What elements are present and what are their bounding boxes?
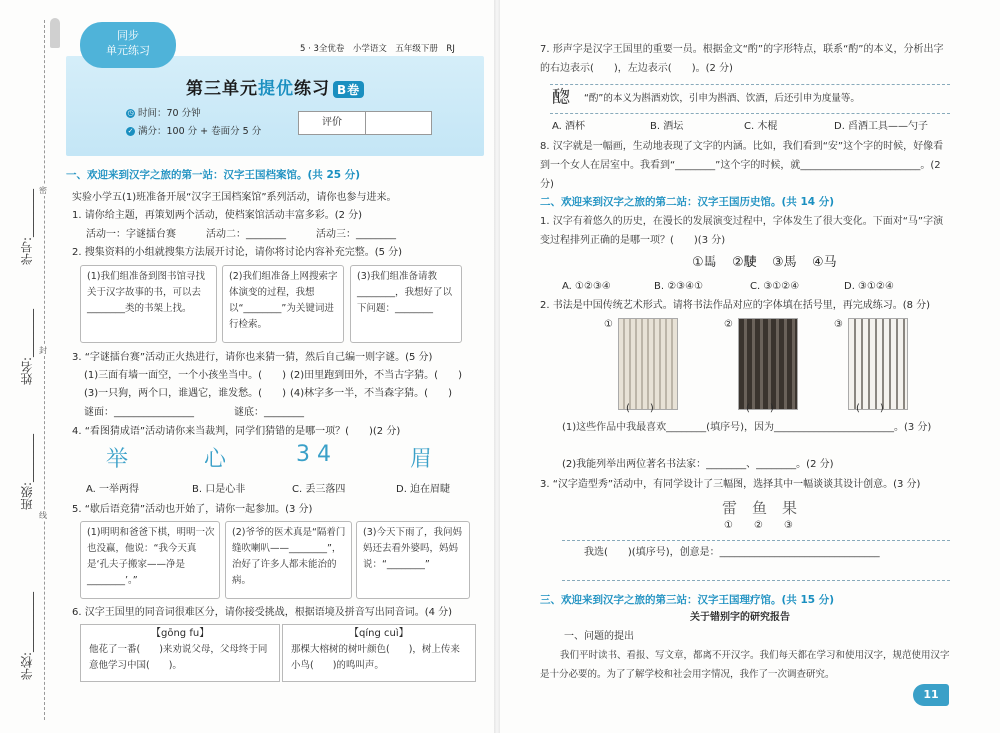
q7-divider-bottom xyxy=(550,113,950,114)
q2-box-3 xyxy=(350,265,462,343)
question-5: 5. “歇后语竞猜”活动也开始了，请你一起参加。(3 分) xyxy=(72,504,313,515)
section-1-intro: 实验小学五(1)班准备开展“汉字王国档案馆”系列活动，请你也参与进来。 xyxy=(72,192,397,203)
q5-box-2-text[interactable]: (2)爷爷的医术真是“隔着门缝吹喇叭——________”，治好了许多人都未能治的病。 xyxy=(232,527,346,586)
design-num-2: ② xyxy=(754,520,763,531)
class-field[interactable]: 班级:________ xyxy=(20,433,34,510)
cut-mark-3: 线 xyxy=(39,511,47,520)
q6-box-1 xyxy=(80,624,280,682)
series-info: 5 · 3全优卷 小学语文 五年级下册 RJ xyxy=(300,44,455,54)
page-title: 第三单元提优练习 B卷 xyxy=(186,74,364,99)
question-6: 6. 汉字王国里的同音词很难区分，请你接受挑战，根据语境及拼音写出同音词。(4 分) xyxy=(72,607,453,618)
calligraphy-image-1 xyxy=(618,318,678,410)
history-question-1: 1. 汉字有着悠久的历史，在漫长的发展演变过程中，字体发生了很大变化。下面对“马”字演变过程排列正确的是哪一项？( )(3 分) xyxy=(540,216,944,246)
q2-box-2 xyxy=(222,265,344,343)
question-4: 4. “看图猜成语”活动请你来当裁判，同学们猜错的是哪一项？( )(2 分) xyxy=(72,426,401,437)
section-2-heading: 二、欢迎来到汉字之旅的第二站：汉字王国历史馆。(共 14 分) xyxy=(540,196,835,208)
rocket-icon xyxy=(50,18,60,48)
q2-box-1 xyxy=(80,265,217,343)
q5-box-3-text[interactable]: (3)今天下雨了，我问妈妈还去看外婆吗，妈妈说：“________” xyxy=(363,527,462,570)
section-3-heading: 三、欢迎来到汉字之旅的第三站：汉字王国理疗馆。(共 15 分) xyxy=(540,594,835,606)
q5-box-3 xyxy=(356,521,470,599)
calligraphy-image-2 xyxy=(738,318,798,410)
student-id-field[interactable]: 学号:________ xyxy=(20,188,34,265)
calligraphy-label-1: ① xyxy=(604,319,613,330)
left-page xyxy=(0,0,494,733)
idiom-numbers-icon: 3 4 xyxy=(296,442,331,467)
question-8[interactable]: 8. 汉字就是一幅画，生动地表现了文字的内涵。比如，我们看到“安”这个字的时候，好像看到一个女人在居室中。我看到“________”这个字的时候，就________________________。(2 分) xyxy=(540,141,944,190)
q2-box-3-text[interactable]: (3)我们组准备请教________，我想好了以下问题：________ xyxy=(357,271,453,314)
q4-option-c[interactable]: C. 丢三落四 xyxy=(292,484,346,495)
q4-option-a[interactable]: A. 一举两得 xyxy=(86,484,140,495)
q7-option-d[interactable]: D. 舀酒工具——勺子 xyxy=(834,121,929,132)
design-divider-bottom xyxy=(562,580,950,581)
name-field[interactable]: 姓名:________ xyxy=(20,308,34,385)
score-box[interactable] xyxy=(298,111,432,135)
q7-option-a[interactable]: A. 酒杯 xyxy=(552,121,586,132)
q6-text-2[interactable]: 那棵大榕树的树叶颜色( )，树上传来小鸟( )的鸣叫声。 xyxy=(291,644,460,671)
q5-box-1-text[interactable]: (1)明明和爸爸下棋，明明一次也没赢，他说：“我今天真是‘孔夫子搬家——净是________’。” xyxy=(87,527,215,586)
question-1: 1. 请你给主题，再策划两个活动，使档案馆活动丰富多彩。(2 分) xyxy=(72,210,363,221)
q7-option-c[interactable]: C. 木棍 xyxy=(744,121,778,132)
h1-option-a[interactable]: A. ①②③④ xyxy=(562,281,611,292)
h1-option-d[interactable]: D. ③①②④ xyxy=(844,281,894,292)
page-number: 11 xyxy=(913,684,949,706)
q5-box-1 xyxy=(80,521,220,599)
calligraphy-answer-3[interactable]: ( ) xyxy=(856,403,884,414)
q7-divider-top xyxy=(550,84,950,85)
report-title: 关于错别字的研究报告 xyxy=(690,612,790,623)
calligraphy-label-2: ② xyxy=(724,319,733,330)
h1-option-c[interactable]: C. ③①②④ xyxy=(750,281,800,292)
time-limit: ◷ 时间：70 分钟 xyxy=(127,108,201,119)
q5-box-2 xyxy=(225,521,352,599)
q4-option-b[interactable]: B. 口是心非 xyxy=(192,484,246,495)
score-label: 评价 xyxy=(299,112,366,134)
check-icon: ✓ xyxy=(127,127,134,135)
idiom-eyebrow-icon: 眉 xyxy=(410,447,433,472)
right-page xyxy=(500,0,1000,733)
horse-form-1: ①𩡧 xyxy=(692,255,717,270)
q3-item-2[interactable]: (2)田里跑到田外，不当古字猜。( ) xyxy=(290,370,462,381)
design-num-3: ③ xyxy=(784,520,793,531)
q6-pinyin-2: 【qíng cuì】 xyxy=(349,628,409,639)
question-7[interactable]: 7. 形声字是汉字王国里的重要一员。根据金文“酌”的字形特点，联系“酌”的本义，分析出字的右边表示( )，左边表示( )。(2 分) xyxy=(540,44,944,74)
calligraphy-answer-2[interactable]: ( ) xyxy=(746,403,774,414)
calligraphy-image-3 xyxy=(848,318,908,410)
question-2: 2. 搜集资料的小组就搜集方法展开讨论，请你将讨论内容补充完整。(5 分) xyxy=(72,247,403,258)
design-glyph-2: 鱼 xyxy=(752,499,768,517)
h2-sub-1[interactable]: (1)这些作品中我最喜欢________(填序号)，因为________________________。(3 分) xyxy=(562,422,932,433)
idiom-lift-icon: 举 xyxy=(106,447,129,472)
h2-sub-2[interactable]: (2)我能列举出两位著名书法家：________、________。(2 分) xyxy=(562,459,834,470)
q6-pinyin-1: 【gōng fu】 xyxy=(151,628,210,639)
unit-ribbon: 同步 单元练习 xyxy=(80,22,176,68)
clock-icon: ◷ xyxy=(127,109,134,117)
q3-item-3[interactable]: (3)一只狗，两个口，谁遇它，谁发愁。( ) xyxy=(84,388,286,399)
q2-box-1-text[interactable]: (1)我们组准备到图书馆寻找关于汉字故事的书，可以去________类的书架上找。 xyxy=(87,271,205,314)
design-answer-line[interactable]: 我选( )(填序号)，创意是：________________________________ xyxy=(584,547,880,558)
question-3: 3. “字谜擂台赛”活动正火热进行，请你也来猜一猜，然后自己编一则字谜。(5 分) xyxy=(72,352,433,363)
calligraphy-answer-1[interactable]: ( ) xyxy=(626,403,654,414)
q2-box-2-text[interactable]: (2)我们组准备上网搜索字体演变的过程，我想以“________”为关键词进行检索。 xyxy=(229,271,338,330)
design-num-1: ① xyxy=(724,520,733,531)
report-heading: 一、问题的提出 xyxy=(564,631,634,642)
binding-strip xyxy=(0,0,55,733)
horse-form-4: ④马 xyxy=(812,255,837,270)
report-paragraph: 我们平时读书、看报、写文章，都离不开汉字。我们每天都在学习和使用汉字，规范使用汉字是十分必要的。为了了解学校和社会用字情况，我作了一次调查研究。 xyxy=(540,650,950,680)
section-1-heading: 一、欢迎来到汉字之旅的第一站：汉字王国档案馆。(共 25 分) xyxy=(66,169,361,181)
q3-item-4[interactable]: (4)林字多一半，不当森字猜。( ) xyxy=(290,388,452,399)
q3-riddle-line[interactable]: 谜面：________________ 谜底：________ xyxy=(84,407,304,418)
h1-option-b[interactable]: B. ②③④① xyxy=(654,281,704,292)
jin-script-glyph-icon: 𨡮 xyxy=(552,87,570,108)
q7-option-b[interactable]: B. 酒坛 xyxy=(650,121,684,132)
full-score: ✓ 满分：100 分 + 卷面分 5 分 xyxy=(127,126,262,137)
cut-line xyxy=(44,20,45,720)
design-glyph-1: 雷 xyxy=(722,499,738,517)
q6-box-2 xyxy=(282,624,476,682)
cut-mark-2: 封 xyxy=(39,346,47,355)
q1-answer-line[interactable]: 活动一：字谜擂台赛 活动二：________ 活动三：________ xyxy=(86,229,396,240)
q4-option-d[interactable]: D. 迫在眉睫 xyxy=(396,484,451,495)
design-glyph-3: 果 xyxy=(782,499,798,517)
horse-form-2: ②𩢲 xyxy=(732,255,757,270)
history-question-3: 3. “汉字造型秀”活动中，有同学设计了三幅图，选择其中一幅谈谈其设计创意。(3 分) xyxy=(540,479,921,490)
design-divider-top xyxy=(562,540,950,541)
idiom-heart-icon: 心 xyxy=(204,447,227,472)
horse-form-3: ③馬 xyxy=(772,255,797,270)
history-question-2: 2. 书法是中国传统艺术形式。请将书法作品对应的字体填在括号里，再完成练习。(8 分) xyxy=(540,300,931,311)
q6-text-1[interactable]: 他花了一番( )来劝说父母，父母终于同意他学习中国( )。 xyxy=(89,644,268,671)
cut-mark-1: 密 xyxy=(39,186,47,195)
school-field[interactable]: 学校:__________ xyxy=(20,591,34,680)
q3-item-1[interactable]: (1)三面有墙一面空，一个小孩坐当中。( ) xyxy=(84,370,286,381)
title-banner xyxy=(66,56,484,156)
calligraphy-label-3: ③ xyxy=(834,319,843,330)
q7-note: “酌”的本义为斟酒劝饮，引申为斟酒、饮酒，后还引申为度量等。 xyxy=(584,93,860,104)
